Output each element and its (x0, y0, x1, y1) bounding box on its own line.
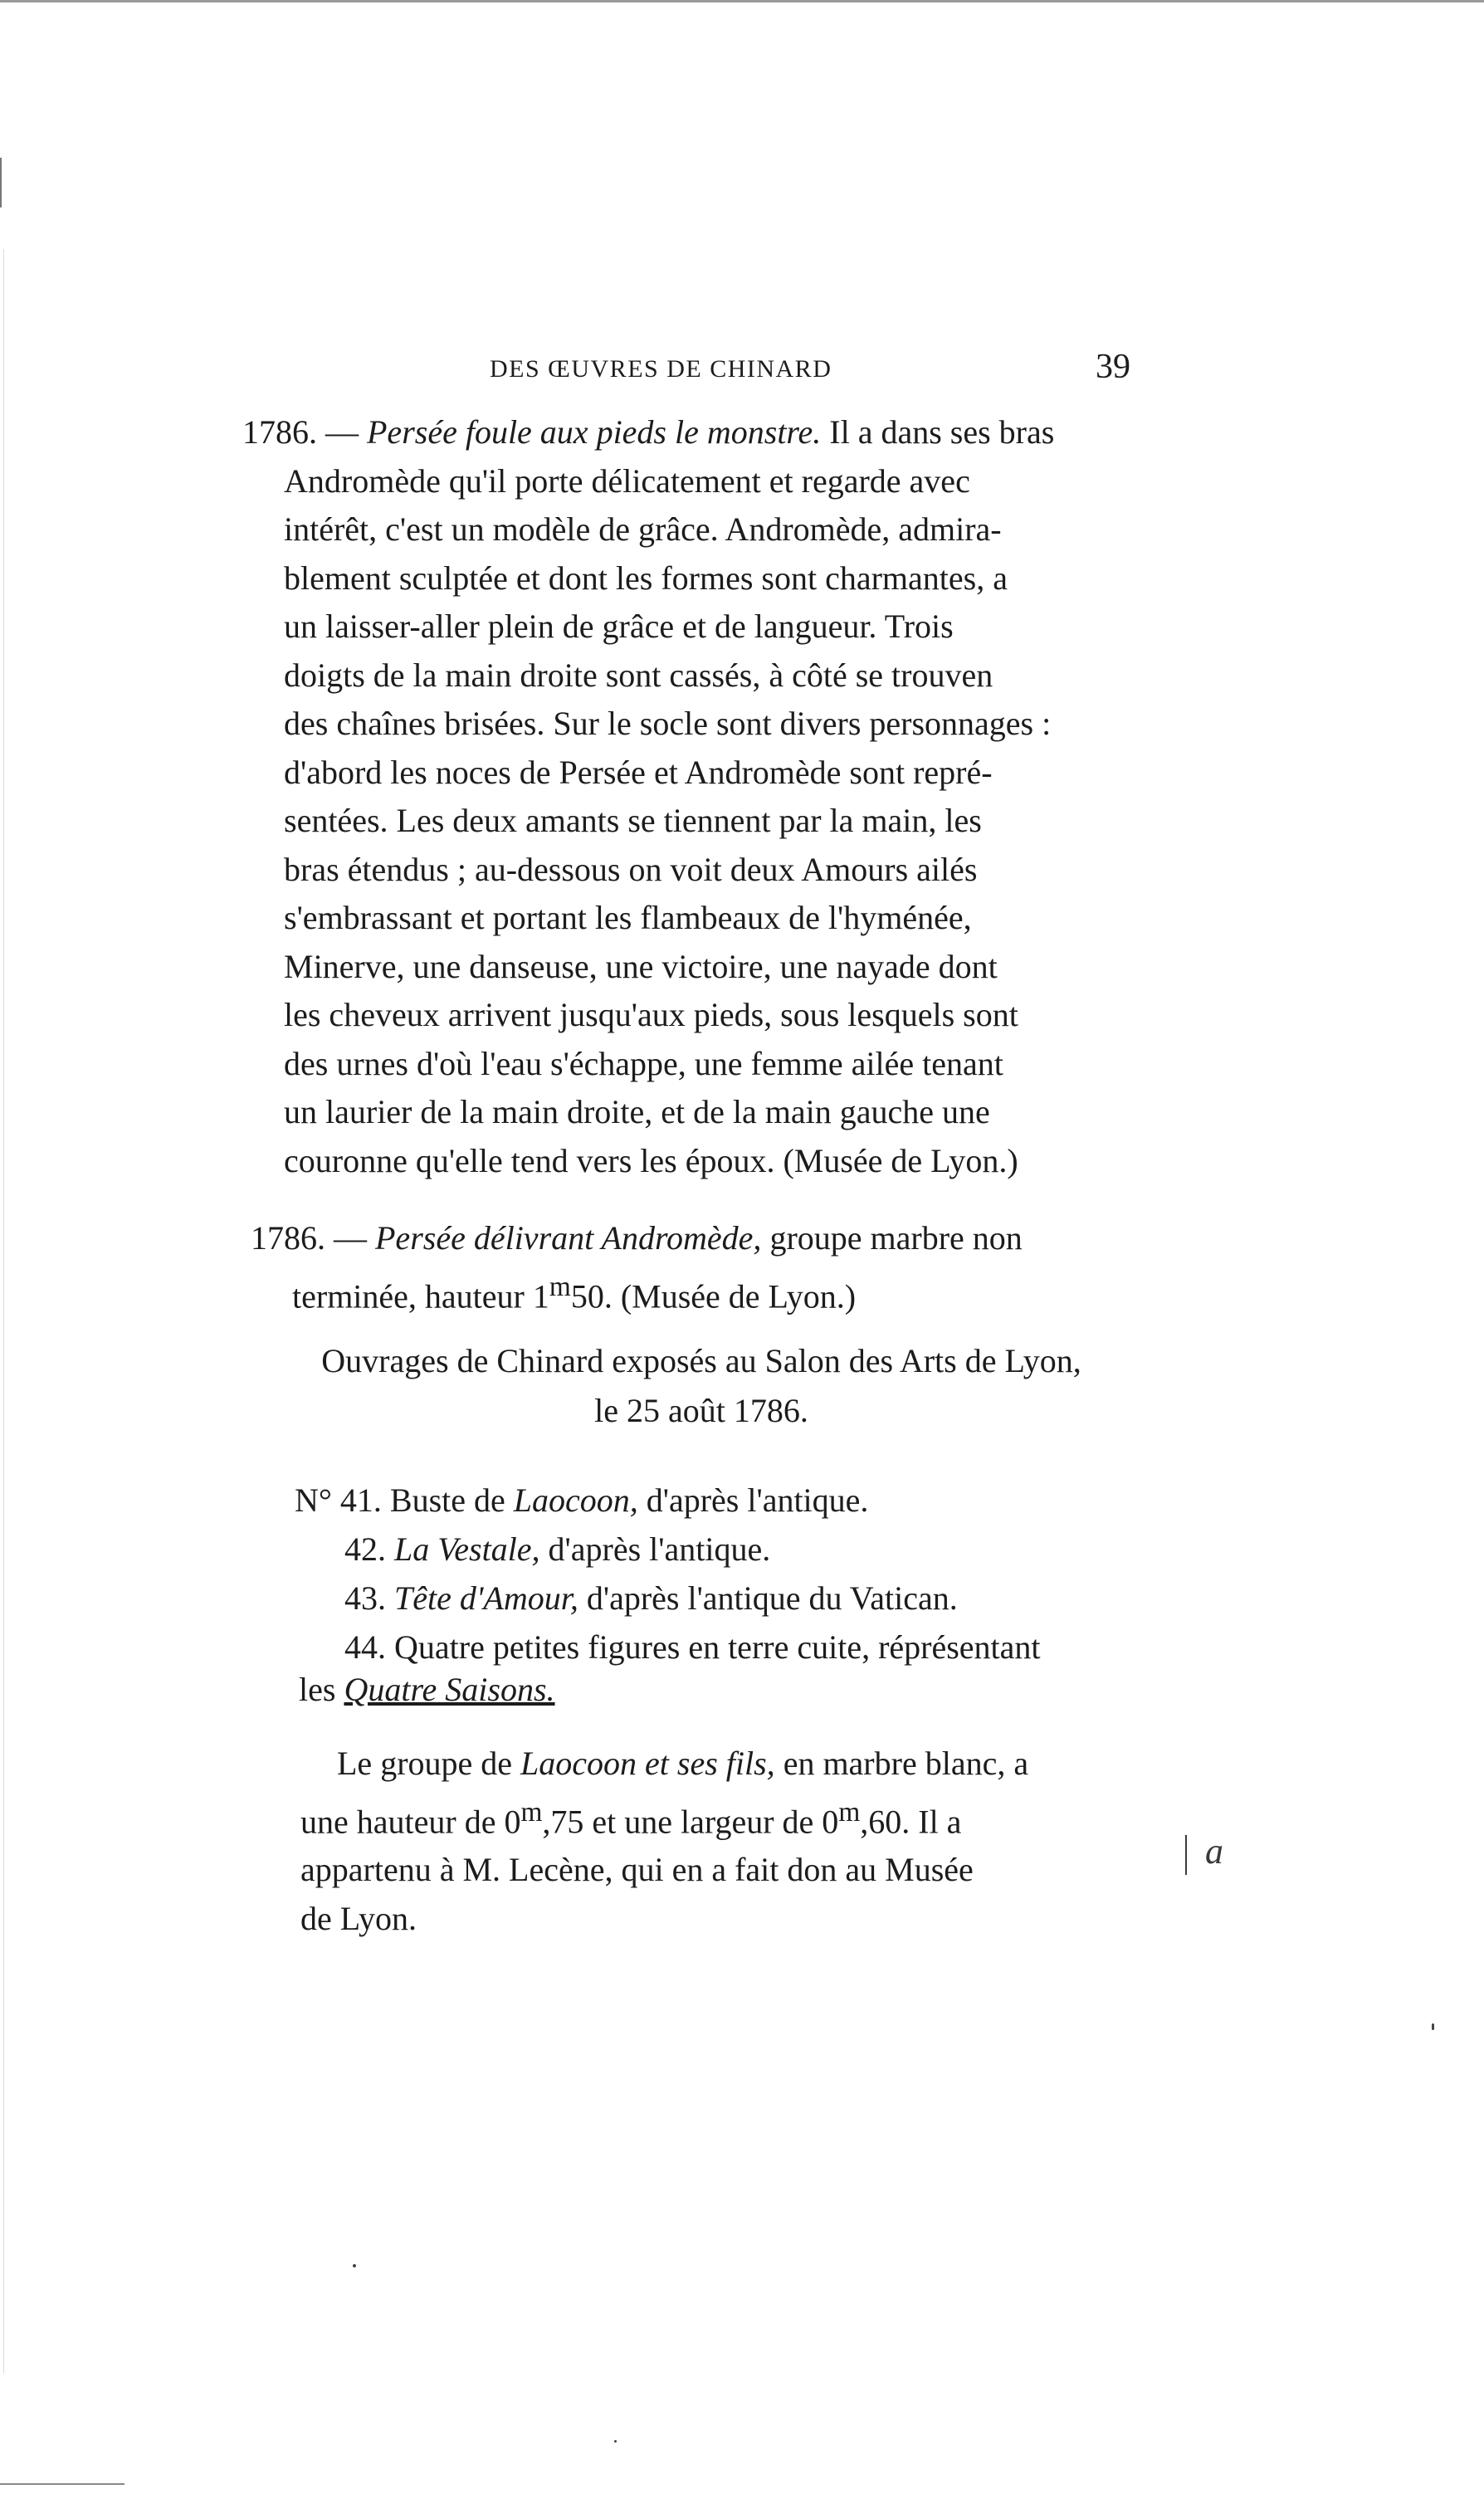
work-title: Laocoon et ses fils, (520, 1745, 775, 1782)
ink-speck (353, 2264, 356, 2267)
page-number: 39 (1096, 348, 1130, 386)
list-item: N° 41. Buste de Laocoon, d'après l'antique. (295, 1481, 869, 1519)
handwritten-margin-note: a (1185, 1830, 1223, 1875)
entry-line: terminée, hauteur 1$^m$50. (Musée de Lyon.) (292, 1271, 857, 1315)
page-header (490, 349, 1137, 398)
entry-line: un laurier de la main droite, et de la main gauche une (284, 1093, 990, 1130)
entry-line: Andromède qu'il porte délicatement et regarde avec (284, 461, 970, 500)
ink-speck (1432, 2023, 1434, 2030)
salon-heading: Ouvrages de Chinard exposés au Salon des Arts de Lyon, (321, 1342, 1081, 1379)
entry-line: sentées. Les deux amants se tiennent par la main, les (284, 802, 982, 839)
left-edge-shadow (3, 249, 4, 2374)
work-title: Laocoon, (513, 1481, 638, 1519)
top-edge-rule (0, 0, 1484, 2)
entry-line: des chaînes brisées. Sur le socle sont divers personnages : (284, 705, 1052, 742)
entry-line: un laisser-aller plein de grâce et de langueur. Trois (284, 608, 954, 645)
entry-line: de Lyon. (300, 1899, 417, 1937)
entry-persee-monstre (242, 408, 1143, 1185)
entry-line: Minerve, une danseuse, une victoire, une nayade dont (284, 947, 998, 985)
entry-line: s'embrassant et portant les flambeaux de l'hyménée, (284, 899, 972, 936)
list-item: 43. Tête d'Amour, d'après l'antique du Vatican. (344, 1579, 958, 1617)
entry-line: intérêt, c'est un modèle de grâce. Andromède, admira- (284, 510, 1002, 548)
entry-year: 1786. — (251, 1219, 367, 1257)
entry-line: appartenu à M. Lecène, qui en a fait don au Musée (300, 1851, 974, 1889)
entry-persee-delivrant (251, 1214, 1143, 1320)
work-title: Tête d'Amour, (394, 1579, 578, 1617)
entry-line: couronne qu'elle tend vers les époux. (Musée de Lyon.) (284, 1141, 1018, 1179)
entry-year: 1786. — (242, 413, 359, 451)
entry-line: des urnes d'où l'eau s'échappe, une femme ailée tenant (284, 1044, 1003, 1082)
list-item: 42. La Vestale, d'après l'antique. (344, 1530, 771, 1568)
list-item-continuation: les Quatre Saisons. (299, 1671, 555, 1708)
work-title: Persée délivrant Andromède, (375, 1219, 762, 1257)
entry-line: bras étendus ; au-dessous on voit deux Amours ailés (284, 850, 978, 888)
entry-line: d'abord les noces de Persée et Andromède sont repré- (284, 753, 993, 791)
work-title: La Vestale, (394, 1530, 540, 1568)
running-title: DES ŒUVRES DE CHINARD (490, 355, 832, 383)
laocoon-note (300, 1740, 1144, 1943)
left-edge-mark (0, 158, 2, 207)
bottom-edge-rule (0, 2483, 124, 2485)
salon-date: le 25 août 1786. (594, 1392, 808, 1429)
entry-line: doigts de la main droite sont cassés, à côté se trouven (284, 656, 993, 694)
entry-line: une hauteur de 0$^m$,75 et une largeur de 0$^m$,60. Il a (300, 1796, 962, 1840)
margin-bar (1185, 1835, 1187, 1875)
entry-line: blement sculptée et dont les formes sont charmantes, a (284, 559, 1008, 597)
list-item: 44. Quatre petites figures en terre cuite, réprésentant (344, 1628, 1041, 1666)
entry-line: Le groupe de Laocoon et ses fils, en marbre blanc, a (337, 1745, 1029, 1782)
entry-line: 1786. — Persée délivrant Andromède, groupe marbre non (251, 1219, 1023, 1257)
work-title: Persée foule aux pieds le monstre. (367, 413, 822, 451)
entry-line: 1786. — Persée foule aux pieds le monstre. Il a dans ses bras (242, 413, 1055, 451)
ink-speck (614, 2440, 617, 2443)
works-list (295, 1476, 1150, 1672)
work-title: Quatre Saisons. (344, 1671, 555, 1708)
entry-line: les cheveux arrivent jusqu'aux pieds, sous lesquels sont (284, 996, 1018, 1033)
